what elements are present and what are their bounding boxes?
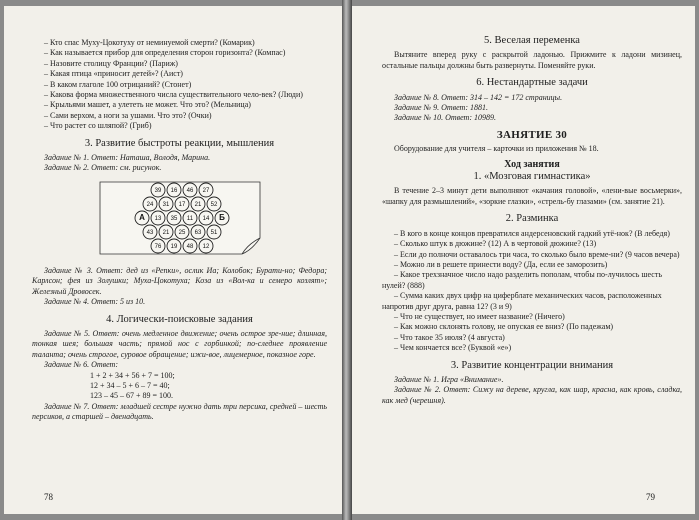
question-item: – Кто спас Муху-Цокотуху от неминуемой смерти? (Комарик) <box>44 38 255 47</box>
grid-cell-label: 13 <box>154 215 162 222</box>
equation-line: 12 + 34 – 5 + 6 – 7 = 40; <box>90 380 170 390</box>
grid-cell-label: 19 <box>170 243 178 250</box>
warmup-question: – Можно ли в решете принести воду? (Да, если ее заморозить) <box>394 259 608 269</box>
grid-cell-label: 39 <box>154 187 162 194</box>
warmup-question: – Сумма каких двух цифр на циферблате механических часов, расположенных напротив друг друга, равна 12? (3 и 9) <box>382 291 662 311</box>
task-9-answer: Задание № 9. Ответ: 1881. <box>394 103 488 113</box>
grid-cell-label: 25 <box>178 229 186 236</box>
grid-cell-label: 21 <box>194 201 202 208</box>
warmup-gym-text: В течение 2–3 минут дети выполняют «качания головой», «лени-вые восьмерки», «шапку для размышлений», «зоркие глазки», «стрель-бу глазами» (см. занятие 21). <box>382 186 682 206</box>
section-4-title: 4. Логически-поисковые задания <box>106 313 253 325</box>
section-5-text: Вытяните вперед руку с раскрытой ладонью. Прижмите к ладони мизинец, остальные пальцы должны быть развернуты. Поменяйте руки. <box>382 50 682 70</box>
task-3-answer: Задание № 3. Ответ: дед из «Репки», ослик Иа; Колобок; Бурати-но; Федора; Карлсон; фея из Золушки; Муха-Цокотуха; Коза из «Вол-ка и семеро козлят»; Железный Дровосек. <box>32 265 327 296</box>
equipment-text: Оборудование для учителя – карточки из приложения № 18. <box>394 144 599 154</box>
grid-cell-label: 46 <box>186 187 194 194</box>
equation-line: 123 – 45 – 67 + 89 = 100. <box>90 391 174 401</box>
warmup-question: – Что не существует, но имеет название? (Ничего) <box>394 311 565 321</box>
grid-cell-label: 43 <box>146 229 154 236</box>
right-page-content <box>382 36 682 406</box>
grid-cell-label: 12 <box>202 243 210 250</box>
right-page <box>352 6 695 514</box>
attention-section-title: 3. Развитие концентрации внимания <box>450 359 614 371</box>
questions-list <box>32 38 327 132</box>
grid-cell-label: 63 <box>194 229 202 236</box>
book-gutter <box>342 0 352 520</box>
warmup-questions-list <box>382 229 682 354</box>
warmup-gym-title: 1. «Мозговая гимнастика» <box>473 171 591 183</box>
section-6-title: 6. Нестандартные задачи <box>476 77 588 89</box>
equation-line: 1 + 2 + 34 + 56 + 7 = 100; <box>90 370 175 380</box>
grid-cell-label: А <box>139 212 145 222</box>
grid-cell-label: 24 <box>146 201 154 208</box>
grid-cell-label: 48 <box>186 243 194 250</box>
page-number: 79 <box>646 492 655 502</box>
grid-cell-label: 51 <box>210 229 218 236</box>
page-number: 78 <box>44 492 53 502</box>
grid-cell-label: 14 <box>202 215 210 222</box>
question-item: – Какова форма множественного числа существительного чело-век? (Люди) <box>44 90 303 100</box>
grid-cell-label: 31 <box>162 201 170 208</box>
question-item: – В каком глаголе 100 отрицаний? (Стонет) <box>44 79 192 89</box>
attention-task-1: Задание № 1. Игра «Внимание». <box>394 374 504 384</box>
section-5-title: 5. Веселая переменка <box>484 35 580 46</box>
attention-task-2: Задание № 2. Ответ: Сижу на дереве, кругла, как шар, красна, как кровь, сладка, как мед (черешня). <box>382 385 682 405</box>
task-5-answer: Задание № 5. Ответ: очень медленное движение; очень острое зре-ние; длинная, тонкая шея; большая часть; прямой нос с горбинкой; по-следнее проявление таланта; очень строгое, суровое обращение; ижи-вое, лицемерное, показное горе. <box>32 328 327 359</box>
question-item: – Какая птица «приносит детей»? (Аист) <box>44 69 183 79</box>
warmup-question: – Если до полночи оставалось три часа, то сколько было време-ни? (9 часов вечера) <box>394 249 680 259</box>
grid-cell-label: Б <box>219 212 225 222</box>
section-3-title: 3. Развитие быстроты реакции, мышления <box>84 137 275 149</box>
question-item: – Крыльями машет, а улететь не может. Что это? (Мельница) <box>44 100 251 110</box>
grid-cell-label: 27 <box>202 187 210 194</box>
task-2-answer: Задание № 2. Ответ: см. рисунок. <box>44 163 162 173</box>
grid-cell-label: 76 <box>154 243 162 250</box>
course-title: Ход занятия <box>504 158 560 170</box>
grid-cell-label: 52 <box>210 201 218 208</box>
warmup-question: – Сколько штук в дюжине? (12) А в чертовой дюжине? (13) <box>394 239 597 249</box>
grid-cell-label: 35 <box>170 215 178 222</box>
task-1-answer: Задание № 1. Ответ: Наташа, Володя, Марина. <box>44 153 211 163</box>
task-10-answer: Задание № 10. Ответ: 10989. <box>394 113 496 123</box>
task-7-answer: Задание № 7. Ответ: младшей сестре нужно дать три персика, средней – шесть персиков, а старшей – двенадцать. <box>32 401 327 422</box>
grid-cell-label: 11 <box>186 215 194 222</box>
number-grid-figure <box>92 180 272 260</box>
lesson-title: ЗАНЯТИЕ 30 <box>496 128 568 141</box>
question-item: – Назовите столицу Франции? (Париж) <box>44 58 178 68</box>
number-grid-svg <box>92 180 272 260</box>
task-8-answer: Задание № 8. Ответ: 314 – 142 = 172 страницы. <box>394 92 563 102</box>
warmup-question: – Как можно склонять голову, не опуская ее вниз? (По падежам) <box>394 322 614 332</box>
task-4-answer: Задание № 4. Ответ: 5 из 10. <box>44 297 146 307</box>
grid-cell-label: 17 <box>178 201 186 208</box>
warmup-title: 2. Разминка <box>505 213 559 225</box>
left-page <box>4 6 342 514</box>
grid-cell-label: 21 <box>162 229 170 236</box>
question-item: – Что растет со шляпой? (Гриб) <box>44 121 152 131</box>
warmup-question: – Какое трехзначное число надо разделить пополам, чтобы по-лучилось шесть нулей? (888) <box>382 270 662 290</box>
warmup-question: – Что такое 35 июля? (4 августа) <box>394 332 505 342</box>
warmup-question: – В кого в конце концов превратился андерсеновский гадкий утё-нок? (В лебедя) <box>394 228 670 238</box>
grid-cell-label: 16 <box>170 187 178 194</box>
task-6-answer: Задание № 6. Ответ: <box>44 360 118 370</box>
left-page-content <box>32 38 327 423</box>
question-item: – Сами верхом, а ноги за ушами. Что это? (Очки) <box>44 110 212 120</box>
warmup-question: – Чем кончается все? (Буквой «е») <box>394 343 512 353</box>
question-item: – Как называется прибор для определения сторон горизонта? (Компас) <box>44 48 286 58</box>
